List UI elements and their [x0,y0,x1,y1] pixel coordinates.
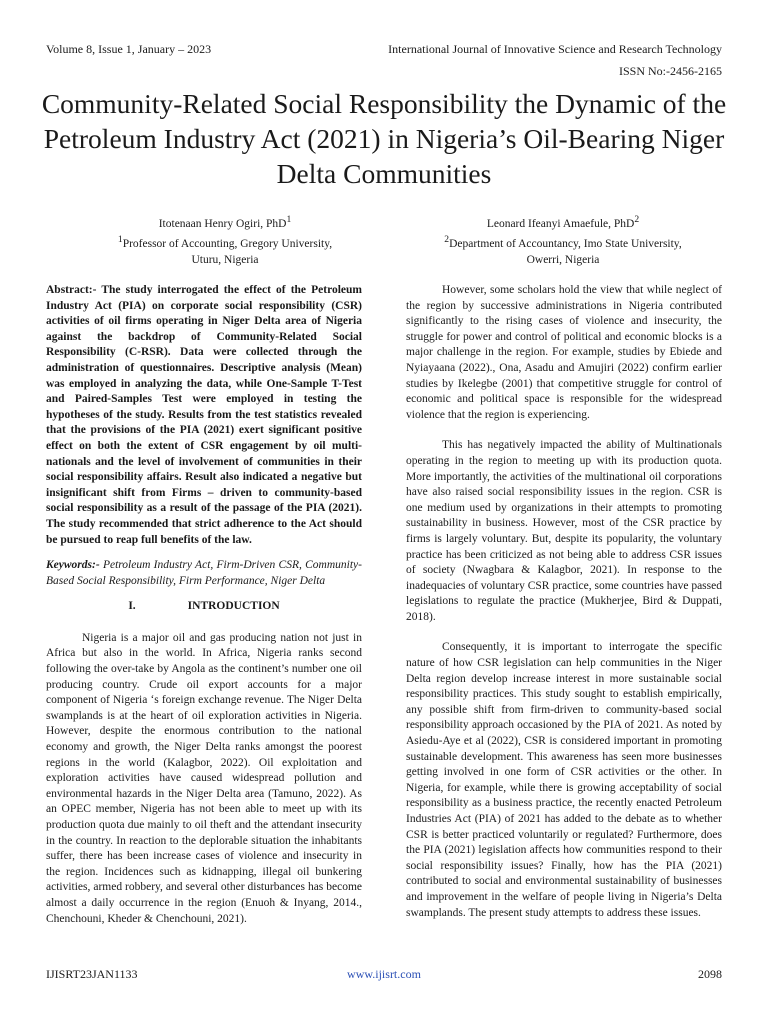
intro-paragraph: Nigeria is a major oil and gas producing nation not just in Africa but also in the world. In Africa, Nigeria ranks second following the over-take by Angola as the continent’s number one oil producing country. Crude oil export accounts for a major component of Nigeria ‘s foreign exchange revenue. The Niger Delta swamplands is at the heart of oil exploration activities in Nigeria. However, despite the enormous contribution to the national economy and growth, the Niger Delta ranks amongst the poorest regions in the world (Kalagbor, 2022). Oil exploitation and exploration activities have caused widespread pollution and environmental hazards in the Niger Delta area (Tamuno, 2022). As an OPEC member, Nigeria has not been able to meet up with its production quota due mainly to oil theft and the attendant insecurity in the country. In reaction to the deplorable situation the inhabitants suffer, there has been increase cases of violence and insecurity in the region. Incidences such as kidnapping, illegal oil bunkering activities, armed robbery, and several other disturbances has become almost a daily occurrence in the region (Enuoh & Inyang, 2014., Chenchouni, Kheder & Chenchouni, 2021). [46,631,362,925]
author-block-1 [100,212,350,268]
author-name: Leonard Ifeanyi Amaefule, PhD [486,217,635,230]
page-number: 2098 [698,967,722,981]
author-affiliation: Professor of Accounting, Gregory University, [122,237,333,250]
section-title: INTRODUCTION [187,600,280,613]
keywords-label: Keywords:- [46,559,100,572]
issn: ISSN No:-2456-2165 [618,64,722,78]
author-superscript: 1 [286,214,292,225]
section-number: I. [128,600,136,613]
paper-id: IJISRT23JAN1133 [46,967,138,981]
section-heading [46,599,362,615]
abstract: Abstract:- The study interrogated the effect of the Petroleum Industry Act (PIA) on corporate social responsibility (CSR) activities of oil firms operating in Niger Delta area of Nigeria against the backdrop of Community-Related Social Responsibility (C-RSR). Data were collected through the administration of questionnaires. Descriptive analysis (Mean) was employed in analyzing the data, while One-Sample T-Test and Paired-Samples Test were employed in testing the hypotheses of the study. Results from the test statistics revealed that the provisions of the PIA (2021) exert significant positive effect on both the extent of CSR engagement by oil multi-nationals and the level of involvement of communities in their social responsibility affairs. Result also indicated a negative but insignificant shift from Firms – driven to community-based social responsibility as a result of the passage of the PIA (2021). The study recommended that strict adherence to the Act should be pursued to reap full benefits of the law. [46,284,362,546]
affiliation-superscript: 2 [444,233,450,245]
paper-title: Community-Related Social Responsibility the Dynamic of the Petroleum Industry Act (2021) in Nigeria’s Oil-Bearing Niger Delta Communities [41,88,727,189]
website-link[interactable]: www.ijisrt.com [347,967,421,981]
affiliation-superscript: 1 [117,233,123,245]
body-paragraph: However, some scholars hold the view that while neglect of the region by successive administrations in Nigeria contributed significantly to the rising cases of violence and insecurity, the struggle for power and control of political and economic blocks is a major challenge in the region. For example, studies by Ebiede and Nyiayaana (2022)., Ona, Asadu and Amujiri (2022) confirm earlier studies by Ikelegbe (2001) that competitive struggle for control of economic and political space is responsible for the widespread violence that the region is experiencing. [406,284,722,421]
journal-name: International Journal of Innovative Science and Research Technology [388,42,722,56]
author-affiliation: Department of Accountancy, Imo State University, [449,237,682,250]
author-block-2 [438,212,688,268]
right-column [406,283,722,921]
body-paragraph: This has negatively impacted the ability of Multinationals operating in the region to meeting up with its production quota. More importantly, the activities of the multinational oil corporations have also raised social responsibility issues in the region. CSR is one medium used by organizations in their attempts to promoting sustainability in business. However, most of the CSR practice by firms is largely voluntary. But, despite its popularity, the voluntary practice has been criticized as not being able to address CSR issues of society (Nwagbara & Kalagbor, 2021). In response to the inadequacies of voluntary CSR practice, some countries have passed legislations to regulate the practice (Mukherjee, Bird & Duppati, 2018). [406,439,722,623]
author-location: Owerri, Nigeria [526,253,600,266]
body-paragraph: Consequently, it is important to interrogate the specific nature of how CSR legislation can help communities in the Niger Delta region develop increase interest in more sustainable social responsibility practices. This study sought to establish empirically, any possible shift from firm-driven to community-based social responsibility approach occasioned by the PIA of 2021. As noted by Asiedu-Aye et al (2022), CSR is considered important in promoting sustainable development. This awareness has seen more businesses getting involved in one form of CSR activities or the other. In Nigeria, for example, while there is growing acceptability of social responsibility as a business practice, the recently enacted Petroleum Industries Act (PIA) of 2021 has added to the debate as to whether CSR is better practiced voluntarily or regulated? Furthermore, does the PIA (2021) legislation affects how communities respond to their social responsibility issues? Finally, how has the PIA (2021) contributed to social and environmental sustainability of businesses and improvement in the welfare of people living in Nigeria’s Delta swamplands. The present study attempts to address these issues. [406,641,722,919]
volume-issue: Volume 8, Issue 1, January – 2023 [46,42,212,56]
author-superscript: 2 [634,214,640,225]
keywords [46,558,362,589]
keywords-text: Petroleum Industry Act, Firm-Driven CSR, Community-Based Social Responsibility, Firm Performance, Niger Delta [46,559,362,587]
left-column [46,283,362,927]
author-location: Uturu, Nigeria [191,253,259,266]
author-name: Itotenaan Henry Ogiri, PhD [158,217,287,230]
